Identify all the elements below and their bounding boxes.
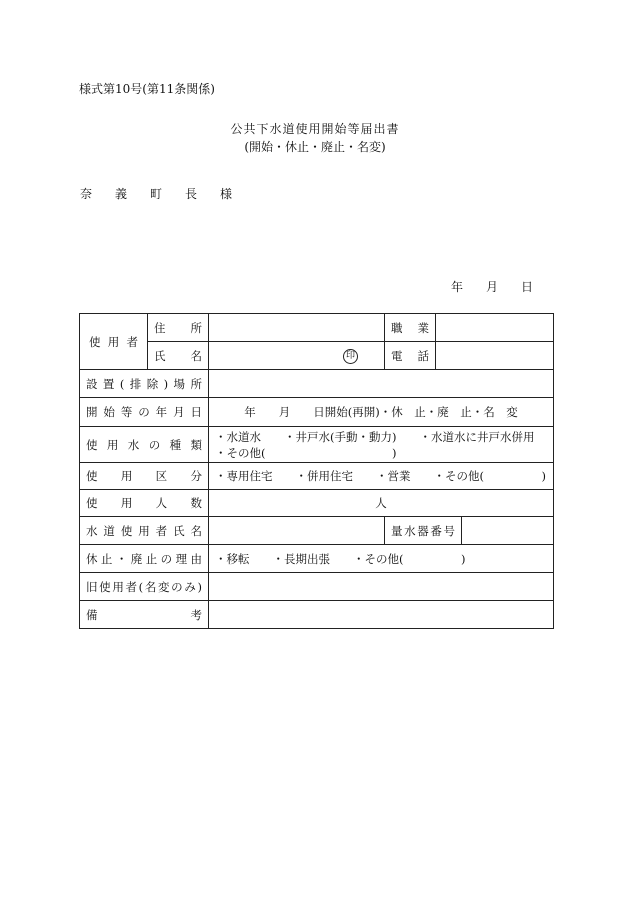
document-subtitle: (開始・休止・廃止・名変) [244, 140, 386, 154]
use-class-field[interactable]: ・専用住宅 ・併用住宅 ・営業 ・その他( ) [209, 463, 554, 490]
install-location-field[interactable] [209, 370, 554, 398]
suspension-reason-field[interactable]: ・移転 ・長期出張 ・その他( ) [209, 545, 554, 573]
remarks-field[interactable] [209, 601, 554, 629]
start-date-field[interactable]: 年 月 日開始(再開)・休 止・廃 止・名 変 [209, 398, 554, 427]
water-user-name-label: 水道使用者氏名 [80, 517, 209, 545]
water-type-options-line1: ・水道水 ・井戸水(手動・動力) ・水道水に井戸水併用 [215, 429, 535, 444]
table-row [80, 398, 554, 427]
name-label: 氏名 [148, 342, 209, 370]
remarks-label: 備考 [80, 601, 209, 629]
addressee-char: 奈 [80, 187, 93, 201]
table-row [80, 573, 554, 601]
old-user-label: 旧使用者(名変のみ) [80, 573, 209, 601]
address-field[interactable] [209, 314, 385, 342]
table-row [80, 463, 554, 490]
occupation-field[interactable] [436, 314, 554, 342]
meter-number-label: 量水器番号 [385, 517, 462, 545]
month-label: 月 [485, 280, 498, 294]
addressee [80, 185, 232, 202]
phone-label: 電話 [385, 342, 436, 370]
table-row [80, 427, 554, 463]
old-user-field[interactable] [209, 573, 554, 601]
phone-field[interactable] [436, 342, 554, 370]
use-class-label: 使用区分 [80, 463, 209, 490]
address-label: 住所 [148, 314, 209, 342]
occupation-label: 職業 [385, 314, 436, 342]
install-location-label: 設置(排除)場所 [80, 370, 209, 398]
meter-number-field[interactable] [462, 517, 554, 545]
water-type-label: 使用水の種類 [80, 427, 209, 463]
start-date-label: 開始等の年月日 [80, 398, 209, 427]
form-reference: 様式第10号(第11条関係) [79, 82, 215, 96]
people-count-label: 使用人数 [80, 490, 209, 517]
table-row [80, 517, 554, 545]
document-title: 公共下水道使用開始等届出書 [230, 122, 400, 136]
year-label: 年 [451, 280, 464, 294]
water-type-field[interactable] [209, 427, 554, 463]
addressee-char: 長 [184, 187, 197, 201]
addressee-char: 様 [219, 187, 232, 201]
name-field[interactable] [209, 342, 385, 370]
water-type-options-line2: ・その他( ) [215, 445, 397, 460]
addressee-char: 義 [114, 187, 127, 201]
seal-mark: 印 [343, 349, 358, 364]
water-user-name-field[interactable] [209, 517, 385, 545]
table-row [80, 342, 554, 370]
people-count-field[interactable] [209, 490, 554, 517]
people-unit: 人 [375, 496, 387, 510]
table-row [80, 601, 554, 629]
suspension-reason-label: 休止・廃止の理由 [80, 545, 209, 573]
date-line [451, 278, 533, 295]
table-row [80, 370, 554, 398]
user-label: 使用者 [80, 314, 148, 370]
application-form-table [79, 313, 554, 629]
addressee-char: 町 [149, 187, 162, 201]
table-row [80, 490, 554, 517]
table-row [80, 545, 554, 573]
table-row [80, 314, 554, 342]
day-label: 日 [520, 280, 533, 294]
